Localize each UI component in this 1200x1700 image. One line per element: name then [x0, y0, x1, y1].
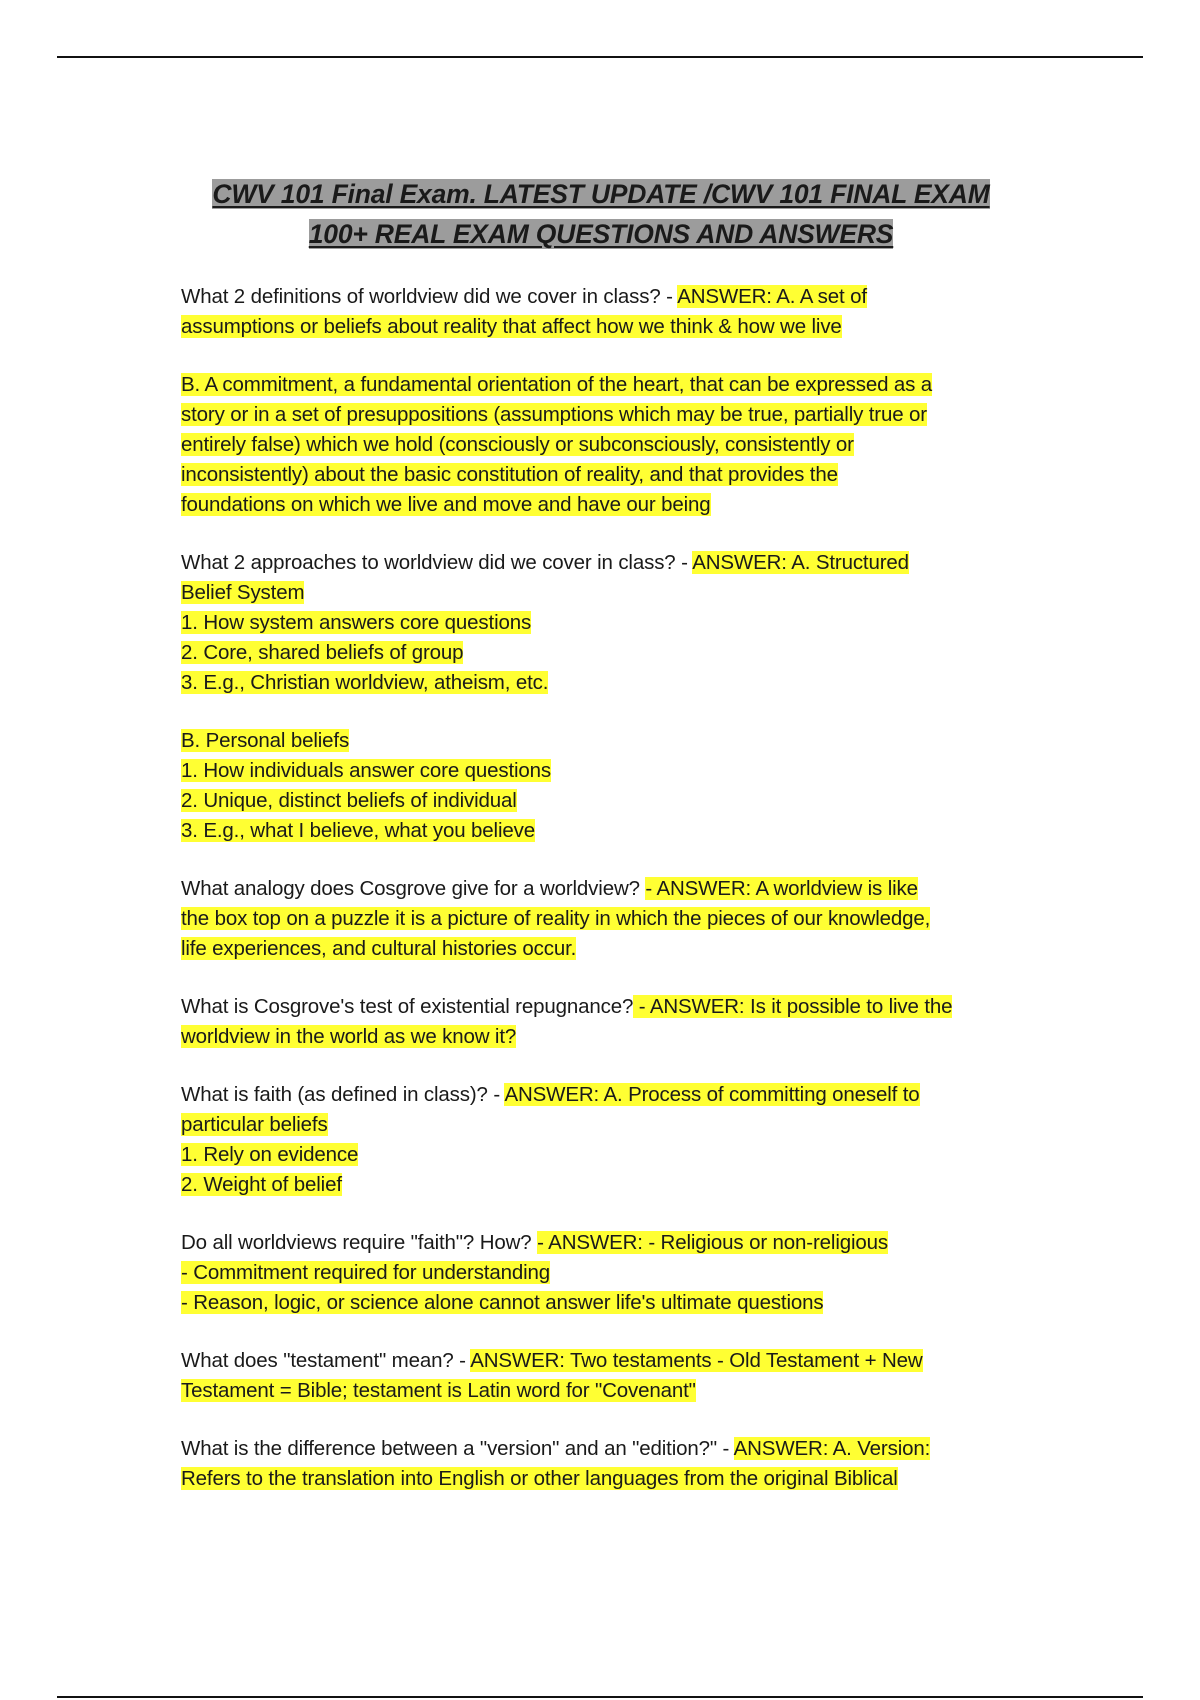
answer-text: ANSWER: A. Structured — [692, 551, 909, 574]
title-line-2: 100+ REAL EXAM QUESTIONS AND ANSWERS — [308, 219, 894, 249]
qa-line — [181, 1170, 1021, 1200]
qa-line — [181, 786, 1021, 816]
answer-text: particular beliefs — [181, 1113, 328, 1136]
answer-text: foundations on which we live and move and have our being — [181, 493, 711, 516]
qa-line — [181, 400, 1021, 430]
qa-block — [181, 874, 1021, 964]
answer-text: Testament = Bible; testament is Latin word for "Covenant" — [181, 1379, 696, 1402]
qa-line — [181, 992, 1021, 1022]
qa-line — [181, 1288, 1021, 1318]
qa-line — [181, 608, 1021, 638]
qa-block — [181, 1080, 1021, 1200]
qa-block — [181, 992, 1021, 1052]
qa-line — [181, 548, 1021, 578]
answer-text: B. A commitment, a fundamental orientation of the heart, that can be expressed as a — [181, 373, 933, 396]
qa-line — [181, 874, 1021, 904]
answer-text: ANSWER: A. Process of committing oneself to — [504, 1083, 920, 1106]
qa-block — [181, 548, 1021, 698]
answer-text: 1. How system answers core questions — [181, 611, 532, 634]
document-page — [181, 174, 1021, 1522]
qa-line — [181, 638, 1021, 668]
qa-block — [181, 282, 1021, 342]
answer-text: 3. E.g., Christian worldview, atheism, etc. — [181, 671, 549, 694]
bottom-rule — [57, 1696, 1143, 1698]
qa-line — [181, 1464, 1021, 1494]
question-text: Do all worldviews require "faith"? How? — [181, 1231, 538, 1254]
qa-line — [181, 460, 1021, 490]
question-text: What is faith (as defined in class)? - — [181, 1083, 505, 1106]
qa-line — [181, 1228, 1021, 1258]
qa-line — [181, 1080, 1021, 1110]
qa-line — [181, 490, 1021, 520]
qa-block — [181, 370, 1021, 520]
qa-line — [181, 282, 1021, 312]
answer-text: 2. Core, shared beliefs of group — [181, 641, 464, 664]
qa-line — [181, 1346, 1021, 1376]
qa-line — [181, 904, 1021, 934]
answer-text: B. Personal beliefs — [181, 729, 350, 752]
answer-text: the box top on a puzzle it is a picture of reality in which the pieces of our knowledge, — [181, 907, 931, 930]
qa-line — [181, 1140, 1021, 1170]
answer-text: story or in a set of presuppositions (assumptions which may be true, partially true or — [181, 403, 927, 426]
qa-line — [181, 668, 1021, 698]
answer-text: life experiences, and cultural histories occur. — [181, 937, 577, 960]
answer-text: ANSWER: A. Version: — [733, 1437, 931, 1460]
answer-text: ANSWER: Two testaments - Old Testament + New — [470, 1349, 923, 1372]
answer-text: - ANSWER: - Religious or non-religious — [537, 1231, 888, 1254]
qa-block — [181, 1434, 1021, 1494]
qa-line — [181, 934, 1021, 964]
qa-line — [181, 1258, 1021, 1288]
answer-text: inconsistently) about the basic constitution of reality, and that provides the — [181, 463, 838, 486]
answer-text: - ANSWER: Is it possible to live the — [633, 995, 953, 1018]
qa-block — [181, 726, 1021, 846]
answer-text: Refers to the translation into English or other languages from the original Biblical — [181, 1467, 898, 1490]
qa-line — [181, 430, 1021, 460]
answer-text: assumptions or beliefs about reality that affect how we think & how we live — [181, 315, 842, 338]
qa-line — [181, 1434, 1021, 1464]
qa-line — [181, 816, 1021, 846]
qa-line — [181, 312, 1021, 342]
answer-text: - Reason, logic, or science alone cannot answer life's ultimate questions — [181, 1291, 824, 1314]
qa-line — [181, 1022, 1021, 1052]
qa-line — [181, 370, 1021, 400]
answer-text: entirely false) which we hold (consciously or subconsciously, consistently or — [181, 433, 854, 456]
question-text: What 2 definitions of worldview did we cover in class? - — [181, 285, 678, 308]
answer-text: 2. Unique, distinct beliefs of individual — [181, 789, 517, 812]
question-text: What is the difference between a "version" and an "edition?" - — [181, 1437, 734, 1460]
answer-text: 1. Rely on evidence — [181, 1143, 359, 1166]
qa-line — [181, 756, 1021, 786]
qa-line — [181, 1110, 1021, 1140]
qa-block — [181, 1346, 1021, 1406]
answer-text: - ANSWER: A worldview is like — [645, 877, 918, 900]
answer-text: worldview in the world as we know it? — [181, 1025, 517, 1048]
qa-line — [181, 726, 1021, 756]
question-text: What 2 approaches to worldview did we cover in class? - — [181, 551, 693, 574]
qa-block — [181, 1228, 1021, 1318]
answer-text: - Commitment required for understanding — [181, 1261, 551, 1284]
answer-text: 3. E.g., what I believe, what you believe — [181, 819, 535, 842]
qa-line — [181, 578, 1021, 608]
answer-text: Belief System — [181, 581, 305, 604]
answer-text: 1. How individuals answer core questions — [181, 759, 552, 782]
qa-line — [181, 1376, 1021, 1406]
question-text: What analogy does Cosgrove give for a worldview? — [181, 877, 646, 900]
top-rule — [57, 56, 1143, 58]
question-text: What does "testament" mean? - — [181, 1349, 471, 1372]
answer-text: ANSWER: A. A set of — [677, 285, 867, 308]
title-line-1: CWV 101 Final Exam. LATEST UPDATE /CWV 101 FINAL EXAM — [212, 179, 990, 209]
page-title — [181, 174, 1021, 254]
question-text: What is Cosgrove's test of existential repugnance? — [181, 995, 634, 1018]
answer-text: 2. Weight of belief — [181, 1173, 342, 1196]
qa-list — [181, 282, 1021, 1494]
